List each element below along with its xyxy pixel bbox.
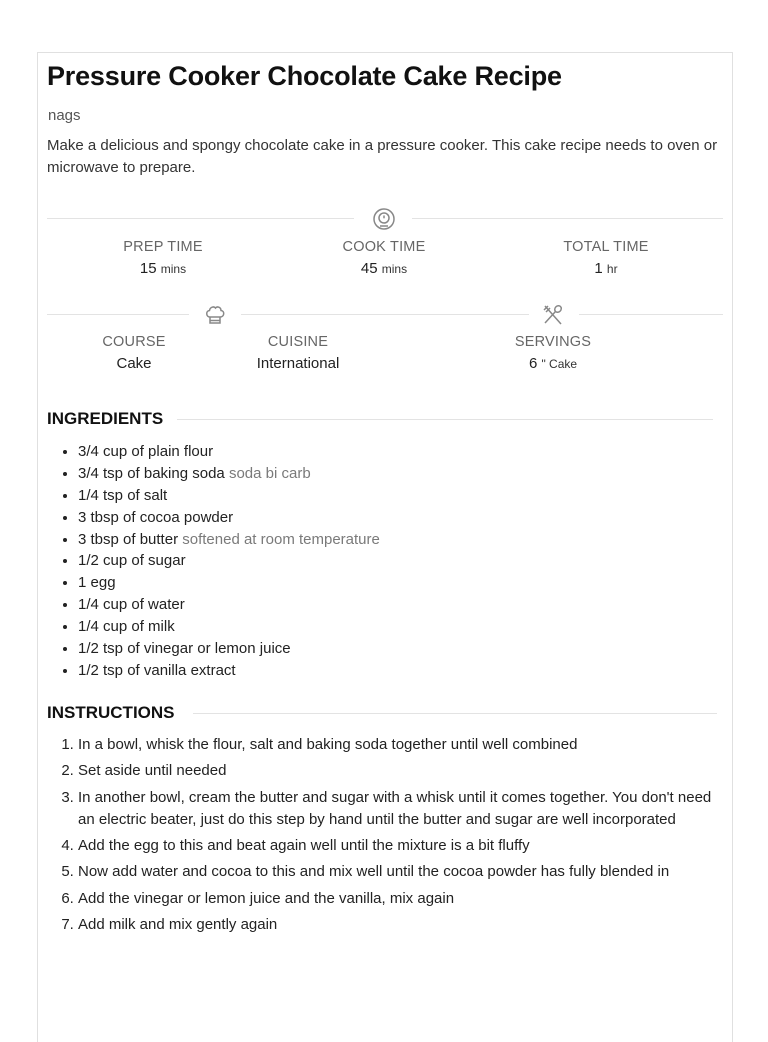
prep-time-value: 15 mins [139, 260, 187, 277]
instruction-step: 1. In a bowl, whisk the flour, salt and baking soda together until well combined [78, 734, 728, 756]
recipe-summary: Make a delicious and spongy chocolate cake in a pressure cooker. This cake recipe needs to oven or microwave to prepare. [47, 137, 718, 176]
ingredient-text: 3/4 tsp of baking soda [78, 464, 225, 482]
course-label: COURSE [102, 334, 166, 350]
ingredient-text: 1/4 tsp of salt [78, 486, 168, 504]
ingredient-item [78, 441, 380, 463]
chef-hat-icon [203, 303, 227, 327]
instruction-step: 2. Set aside until needed [78, 760, 728, 782]
recipe-author[interactable]: nags [48, 107, 81, 124]
instruction-step: 7. Add milk and mix gently again [78, 914, 728, 936]
ingredient-text: 1/4 cup of milk [78, 618, 175, 636]
ingredient-text: 3/4 cup of plain flour [78, 443, 214, 460]
prep-time-label: PREP TIME [123, 239, 203, 255]
details-divider [47, 303, 723, 327]
servings-label: SERVINGS [514, 334, 592, 350]
ingredients-header [47, 409, 717, 431]
instruction-step: 4. Add the egg to this and beat again well until the mixture is a bit fluffy [78, 835, 728, 857]
servings [473, 334, 633, 372]
cuisine-value[interactable]: International [256, 355, 340, 372]
servings-value: 6 " Cake [528, 355, 578, 372]
instruction-step: 3. In another bowl, cream the butter and sugar with a whisk until it comes together. You don't need an electric beater, just do this step by hand until the butter and sugar are well incorporated [78, 787, 728, 831]
ingredient-note: softened at room temperature [182, 530, 380, 548]
ingredient-item [78, 507, 380, 529]
prep-time [83, 239, 243, 277]
instruction-step: 5. Now add water and cocoa to this and mix well until the cocoa powder has fully blended in [78, 861, 728, 883]
ingredient-text: 1/2 cup of sugar [78, 552, 186, 570]
instruction-step: 6. Add the vinegar or lemon juice and the vanilla, mix again [78, 888, 728, 910]
ingredient-text: 1 egg [78, 574, 116, 592]
ingredient-note: soda bi carb [228, 464, 311, 482]
cook-time-label: COOK TIME [342, 239, 426, 255]
ingredient-item [78, 594, 380, 616]
cook-time-value: 45 mins [360, 260, 408, 277]
course-value[interactable]: Cake [116, 355, 152, 372]
total-time-value: 1 hr [594, 260, 618, 277]
total-time [526, 239, 686, 277]
instructions-list [78, 734, 728, 941]
ingredient-text: 3 tbsp of butter [78, 530, 179, 548]
ingredient-text: 1/4 cup of water [78, 596, 185, 614]
ingredient-text: 3 tbsp of cocoa powder [78, 508, 234, 526]
ingredient-item [78, 638, 380, 660]
cuisine [218, 334, 378, 372]
cuisine-label: CUISINE [267, 334, 329, 350]
cook-time [304, 239, 464, 277]
ingredient-text: 1/2 tsp of vanilla extract [78, 661, 236, 679]
ingredients-list [78, 441, 380, 682]
recipe-card [37, 52, 733, 1042]
ingredient-item [78, 529, 380, 551]
course [54, 334, 214, 372]
ingredient-item [78, 463, 380, 485]
recipe-title: Pressure Cooker Chocolate Cake Recipe [47, 61, 562, 91]
ingredients-heading: INGREDIENTS [47, 409, 177, 429]
fork-spoon-icon [541, 303, 565, 327]
ingredient-item [78, 572, 380, 594]
timer-icon [372, 207, 396, 231]
total-time-label: TOTAL TIME [563, 239, 649, 255]
ingredient-text: 1/2 tsp of vinegar or lemon juice [78, 640, 291, 658]
ingredient-item [78, 660, 380, 682]
ingredient-item [78, 485, 380, 507]
times-divider [47, 207, 723, 231]
instructions-header [47, 703, 717, 725]
ingredient-item [78, 616, 380, 638]
instructions-heading: INSTRUCTIONS [47, 703, 189, 723]
ingredient-item [78, 550, 380, 572]
